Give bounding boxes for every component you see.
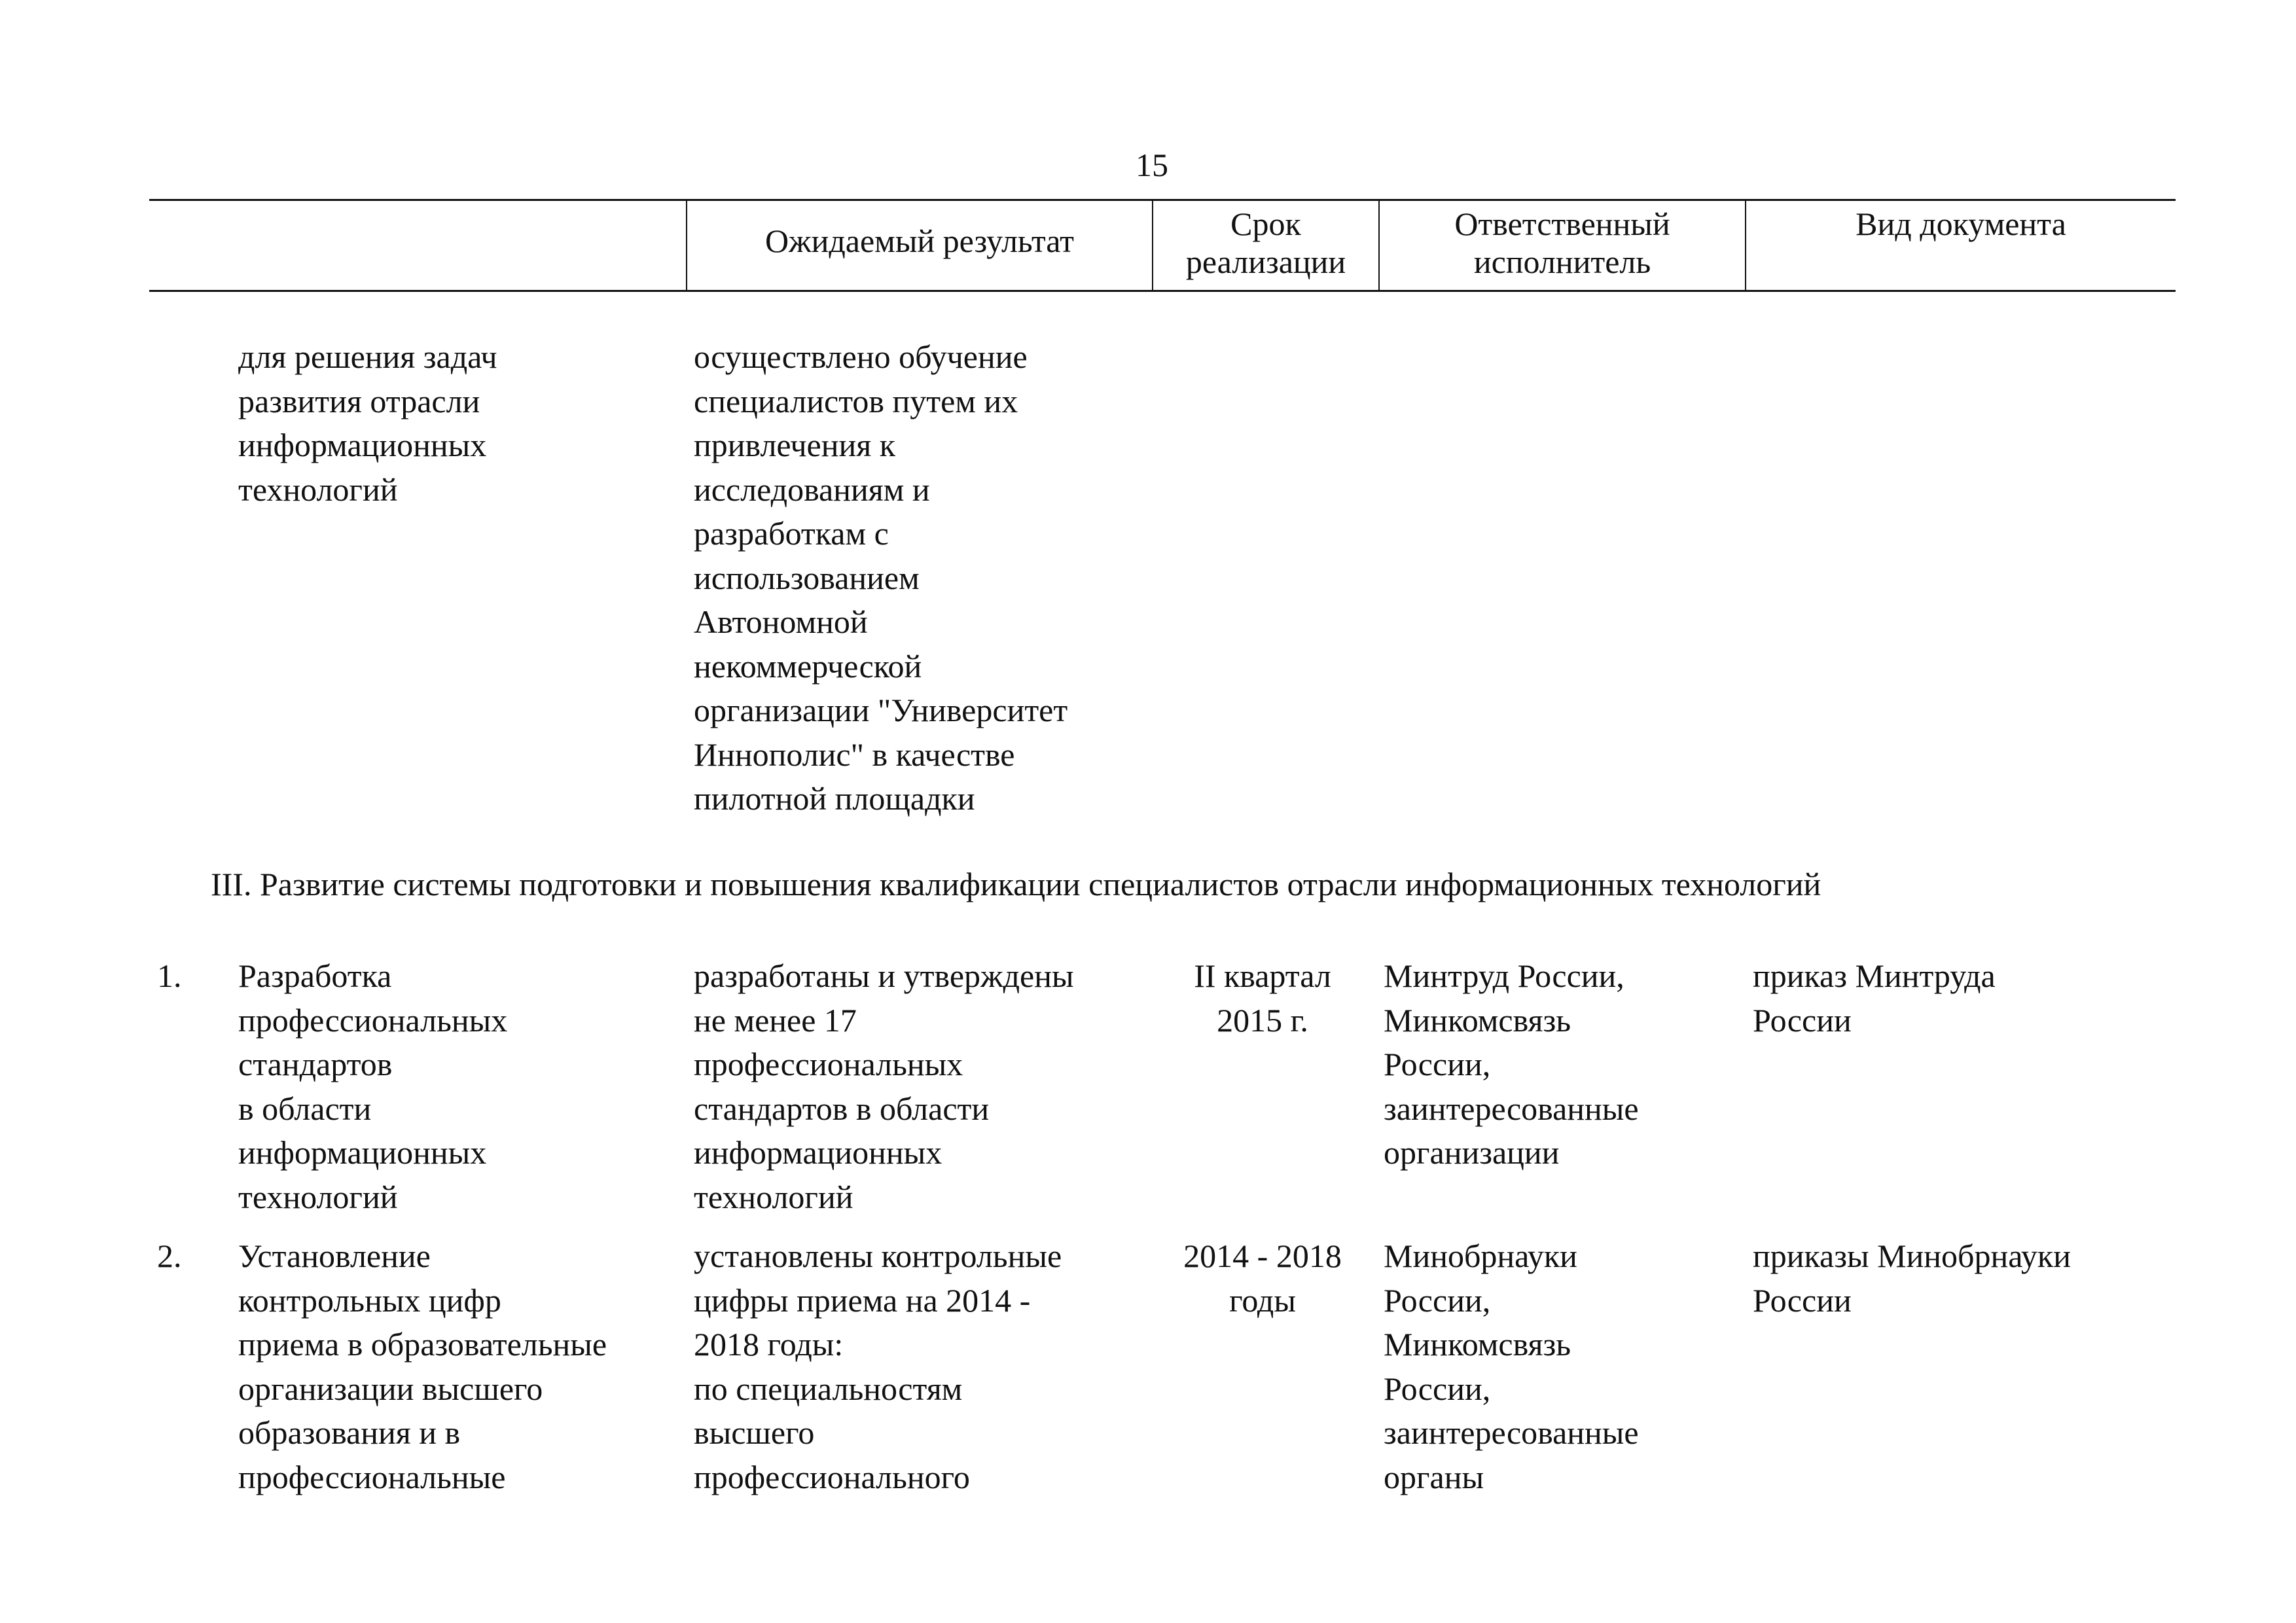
page-number: 15: [1136, 147, 1168, 183]
table-header: [149, 199, 2176, 292]
header-document-type: Вид документа: [1856, 205, 2066, 242]
row-document: приказ Минтруда России: [1753, 957, 1996, 1039]
row-number: 2.: [157, 1238, 182, 1274]
row-deadline: II квартал 2015 г.: [1194, 957, 1331, 1039]
continuation-result: осуществлено обучение специалистов путем их привлечения к исследованиям и разработкам с использованием Автономной некоммерческой организации "Университет Иннополис" в качестве пилотной площадки: [694, 338, 1068, 817]
header-responsible: Ответственный исполнитель: [1454, 205, 1670, 280]
header-expected-result: Ожидаемый результат: [764, 223, 1075, 259]
row-responsible: Минтруд России, Минкомсвязь России, заинтересованные организации: [1384, 957, 1639, 1171]
row-number: 1.: [157, 957, 182, 994]
section-title: III. Развитие системы подготовки и повышения квалификации специалистов отрасли информационных технологий: [211, 866, 1821, 902]
row-result: установлены контрольные цифры приема на 2014 - 2018 годы: по специальностям высшего профессионального: [694, 1238, 1062, 1495]
row-name: Установление контрольных цифр приема в образовательные организации высшего образования и в профессиональные: [238, 1238, 607, 1495]
row-responsible: Минобрнауки России, Минкомсвязь России, заинтересованные органы: [1384, 1238, 1639, 1495]
row-document: приказы Минобрнауки России: [1753, 1238, 2071, 1319]
row-result: разработаны и утверждены не менее 17 профессиональных стандартов в области информационных технологий: [694, 957, 1074, 1215]
header-deadline: Срок реализации: [1185, 205, 1346, 280]
row-name: Разработка профессиональных стандартов в области информационных технологий: [238, 957, 508, 1215]
continuation-name: для решения задач развития отрасли информационных технологий: [238, 338, 497, 508]
row-deadline: 2014 - 2018 годы: [1183, 1238, 1342, 1319]
